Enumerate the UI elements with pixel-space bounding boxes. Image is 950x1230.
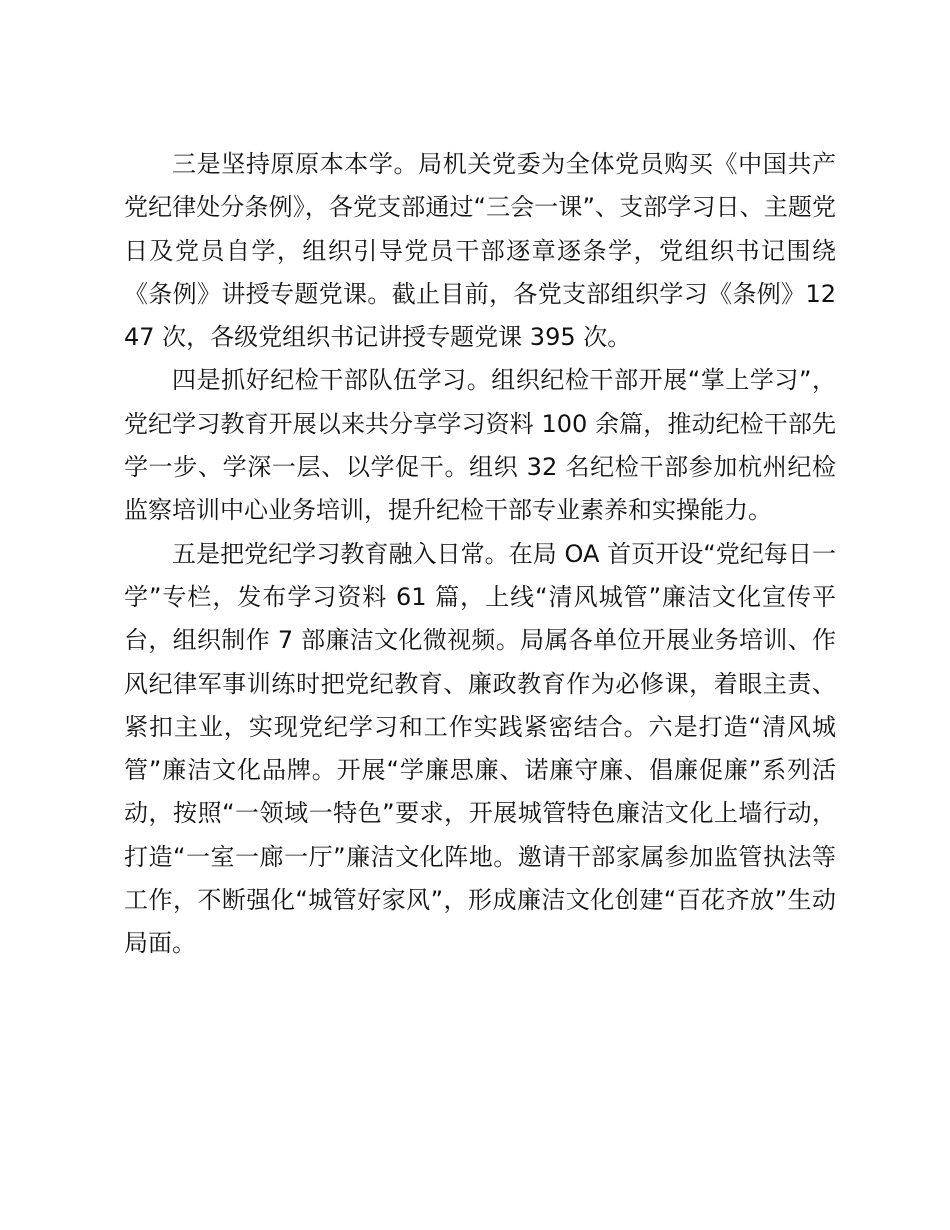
document-body [124,143,836,966]
paragraph-discipline-cadre-study: 四是抓好纪检干部队伍学习。组织纪检干部开展“掌上学习”，党纪学习教育开展以来共分享学习资料 100 余篇，推动纪检干部先学一步、学深一层、以学促干。组织 32 名纪检干部参加杭州纪检监察培训中心业务培训，提升纪检干部专业素养和实操能力。 [124,366,836,525]
paragraph-daily-integration: 五是把党纪学习教育融入日常。在局 OA 首页开设“党纪每日一学”专栏，发布学习资料 61 篇，上线“清风城管”廉洁文化宣传平台，组织制作 7 部廉洁文化微视频。局属各单位开展业务培训、作风纪律军事训练时把党纪教育、廉政教育作为必修课，着眼主责、紧扣主业，实现党纪学习和工作实践紧密结合。六是打造“清风城管”廉洁文化品牌。开展“学廉思廉、诺廉守廉、倡廉促廉”系列活动，按照“一领域一特色”要求，开展城管特色廉洁文化上墙行动，打造“一室一廊一厅”廉洁文化阵地。邀请干部家属参加监管执法等工作，不断强化“城管好家风”，形成廉洁文化创建“百花齐放”生动局面。 [124,539,836,958]
paragraph-study-original-text: 三是坚持原原本本学。局机关党委为全体党员购买《中国共产党纪律处分条例》，各党支部通过“三会一课”、支部学习日、主题党日及党员自学，组织引导党员干部逐章逐条学，党组织书记围绕《条例》讲授专题党课。截止目前，各党支部组织学习《条例》1247 次，各级党组织书记讲授专题党课 395 次。 [124,150,836,352]
